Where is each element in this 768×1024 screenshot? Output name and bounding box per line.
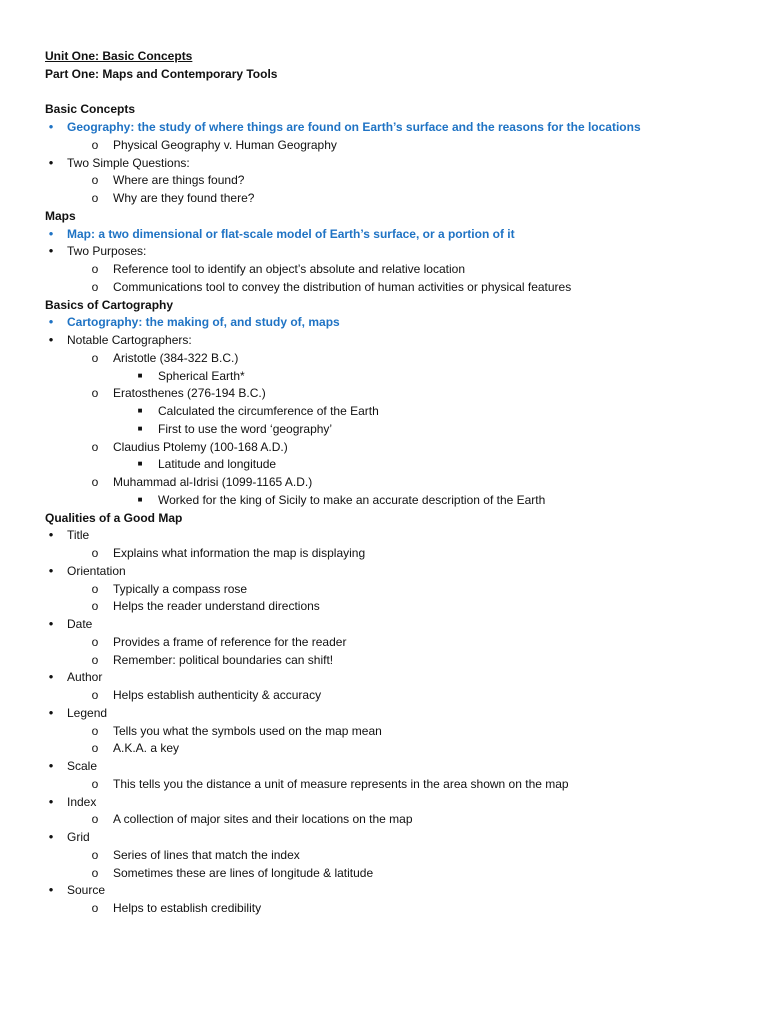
- section-heading: Maps: [45, 208, 76, 223]
- bullet-level-1-icon: •: [48, 154, 54, 170]
- outline-text: Two Purposes:: [67, 244, 147, 259]
- bullet-level-2-icon: o: [91, 812, 99, 827]
- bullet-level-1-icon: •: [48, 562, 54, 578]
- outline-text: Calculated the circumference of the Earth: [158, 404, 379, 418]
- outline-line: [0, 47, 768, 65]
- bullet-level-2-icon: o: [91, 776, 99, 791]
- outline-line: [0, 225, 768, 243]
- outline-text: Author: [67, 670, 103, 685]
- outline-line: [0, 171, 768, 189]
- outline-line: [0, 296, 768, 314]
- bullet-level-1-icon: •: [48, 225, 54, 241]
- bullet-level-3-icon: ■: [137, 370, 143, 380]
- bullet-level-1-icon: •: [48, 882, 54, 898]
- bullet-level-2-icon: o: [91, 581, 99, 596]
- outline-line: [0, 65, 768, 83]
- bullet-level-2-icon: o: [91, 865, 99, 880]
- outline-text: Notable Cartographers:: [67, 333, 192, 347]
- outline-text: Source: [67, 883, 106, 898]
- outline-text: Spherical Earth*: [158, 368, 245, 383]
- outline-line: [0, 349, 768, 367]
- outline-line: [0, 509, 768, 527]
- outline-line: [0, 420, 768, 438]
- outline-line: [0, 615, 768, 633]
- outline-text: A.K.A. a key: [113, 741, 180, 756]
- outline-line: [0, 757, 768, 775]
- bullet-level-1-icon: •: [48, 527, 54, 543]
- bullet-level-2-icon: o: [91, 439, 99, 454]
- bullet-level-2-icon: o: [91, 901, 99, 915]
- bullet-level-2-icon: o: [91, 723, 99, 738]
- outline-line: [0, 846, 768, 864]
- outline-line: [0, 136, 768, 154]
- outline-text: Provides a frame of reference for the reader: [113, 634, 347, 649]
- section-heading: Basic Concepts: [45, 102, 136, 117]
- bullet-level-2-icon: o: [91, 475, 99, 489]
- bullet-level-1-icon: •: [48, 243, 54, 259]
- outline-line: [0, 793, 768, 811]
- outline-text: Legend: [67, 705, 108, 720]
- outline-text: Muhammad al-Idrisi (1099-1165 A.D.): [113, 475, 313, 489]
- outline-line: [0, 455, 768, 473]
- outline-text: Explains what information the map is displaying: [113, 546, 366, 560]
- bullet-level-3-icon: ■: [137, 459, 143, 469]
- outline-line: [0, 704, 768, 722]
- outline-line: [0, 526, 768, 544]
- outline-text: Grid: [67, 830, 90, 844]
- outline-text: Title: [67, 528, 90, 543]
- outline-text: Helps the reader understand directions: [113, 599, 320, 614]
- outline-text: Aristotle (384-322 B.C.): [113, 350, 239, 365]
- outline-text: Series of lines that match the index: [113, 847, 300, 862]
- bullet-level-2-icon: o: [91, 546, 99, 560]
- outline-line: [0, 739, 768, 757]
- bullet-level-1-icon: •: [48, 332, 54, 347]
- outline-line: [0, 83, 768, 101]
- outline-line: [0, 331, 768, 349]
- outline-text: Eratosthenes (276-194 B.C.): [113, 386, 266, 401]
- outline-line: [0, 118, 768, 136]
- bullet-level-2-icon: o: [91, 137, 99, 152]
- outline-line: [0, 491, 768, 509]
- bullet-level-3-icon: ■: [137, 494, 143, 504]
- outline-text: Where are things found?: [113, 173, 245, 188]
- outline-line: [0, 580, 768, 598]
- bullet-level-2-icon: o: [91, 688, 99, 702]
- section-heading: Basics of Cartography: [45, 297, 174, 312]
- outline-text: A collection of major sites and their locations on the map: [113, 812, 413, 827]
- outline-line: [0, 313, 768, 331]
- bullet-level-2-icon: o: [91, 741, 99, 756]
- bullet-level-1-icon: •: [48, 793, 54, 809]
- outline-text: This tells you the distance a unit of measure represents in the area shown on the map: [113, 776, 569, 791]
- outline-line: [0, 597, 768, 615]
- bullet-level-2-icon: o: [91, 279, 99, 294]
- outline-text: Typically a compass rose: [113, 581, 248, 596]
- outline-text: Index: [67, 794, 97, 809]
- outline-line: [0, 562, 768, 580]
- outline-line: [0, 775, 768, 793]
- bullet-level-2-icon: o: [91, 386, 99, 401]
- section-heading: Part One: Maps and Contemporary Tools: [45, 66, 278, 81]
- bullet-level-3-icon: ■: [137, 423, 143, 433]
- bullet-level-2-icon: o: [91, 262, 99, 276]
- outline-line: [0, 899, 768, 917]
- outline-line: [0, 668, 768, 686]
- outline-line: [0, 810, 768, 828]
- bullet-level-2-icon: o: [91, 847, 99, 862]
- outline-text: Helps to establish credibility: [113, 901, 262, 915]
- bullet-level-2-icon: o: [91, 599, 99, 614]
- outline-text: Latitude and longitude: [158, 457, 277, 472]
- bullet-level-2-icon: o: [91, 634, 99, 649]
- bullet-level-1-icon: •: [48, 314, 54, 330]
- outline-text: Helps establish authenticity & accuracy: [113, 688, 322, 702]
- outline-line: [0, 384, 768, 402]
- outline-line: [0, 402, 768, 420]
- outline-text: Cartography: the making of, and study of, maps: [67, 315, 340, 330]
- outline-text: First to use the word ‘geography’: [158, 421, 333, 436]
- outline-text: Communications tool to convey the distribution of human activities or physical features: [113, 279, 572, 294]
- outline-line: [0, 828, 768, 846]
- outline-line: [0, 154, 768, 172]
- bullet-level-1-icon: •: [48, 758, 54, 773]
- outline-line: [0, 473, 768, 491]
- outline-line: [0, 633, 768, 651]
- outline-line: [0, 651, 768, 669]
- outline-line: [0, 278, 768, 296]
- bullet-level-2-icon: o: [91, 173, 99, 188]
- bullet-level-3-icon: ■: [137, 406, 143, 415]
- outline-line: [0, 544, 768, 562]
- outline-text: Why are they found there?: [113, 191, 255, 205]
- outline-text: Physical Geography v. Human Geography: [113, 137, 337, 152]
- bullet-level-1-icon: •: [48, 704, 54, 720]
- section-heading: Qualities of a Good Map: [45, 510, 183, 525]
- outline-line: [0, 881, 768, 899]
- outline-line: [0, 686, 768, 704]
- bullet-level-1-icon: •: [48, 669, 54, 685]
- outline-line: [0, 722, 768, 740]
- outline-line: [0, 100, 768, 118]
- bullet-level-2-icon: o: [91, 350, 99, 365]
- outline-text: Sometimes these are lines of longitude & latitude: [113, 865, 374, 880]
- outline-line: [0, 189, 768, 207]
- outline-line: [0, 864, 768, 882]
- bullet-level-2-icon: o: [91, 191, 99, 205]
- outline-text: Two Simple Questions:: [67, 155, 190, 170]
- bullet-level-1-icon: •: [48, 616, 54, 631]
- document-title: Unit One: Basic Concepts: [45, 49, 193, 63]
- outline-text: Remember: political boundaries can shift!: [113, 652, 334, 667]
- outline-text: Claudius Ptolemy (100-168 A.D.): [113, 439, 288, 454]
- outline-text: Orientation: [67, 563, 126, 578]
- outline-text: Tells you what the symbols used on the map mean: [113, 723, 382, 738]
- outline-text: Geography: the study of where things are found on Earth’s surface and the reasons for the locations: [67, 120, 641, 134]
- outline-line: [0, 242, 768, 260]
- bullet-level-1-icon: •: [48, 829, 54, 844]
- outline-text: Scale: [67, 759, 98, 773]
- outline-text: Map: a two dimensional or flat-scale model of Earth’s surface, or a portion of it: [67, 226, 515, 241]
- bullet-level-2-icon: o: [91, 652, 99, 667]
- outline-line: [0, 260, 768, 278]
- outline-line: [0, 367, 768, 385]
- outline-line: [0, 207, 768, 225]
- outline-text: Date: [67, 617, 93, 631]
- outline-line: [0, 438, 768, 456]
- outline-text: Reference tool to identify an object’s absolute and relative location: [113, 262, 466, 276]
- bullet-level-1-icon: •: [48, 119, 54, 134]
- outline-text: Worked for the king of Sicily to make an accurate description of the Earth: [158, 492, 546, 507]
